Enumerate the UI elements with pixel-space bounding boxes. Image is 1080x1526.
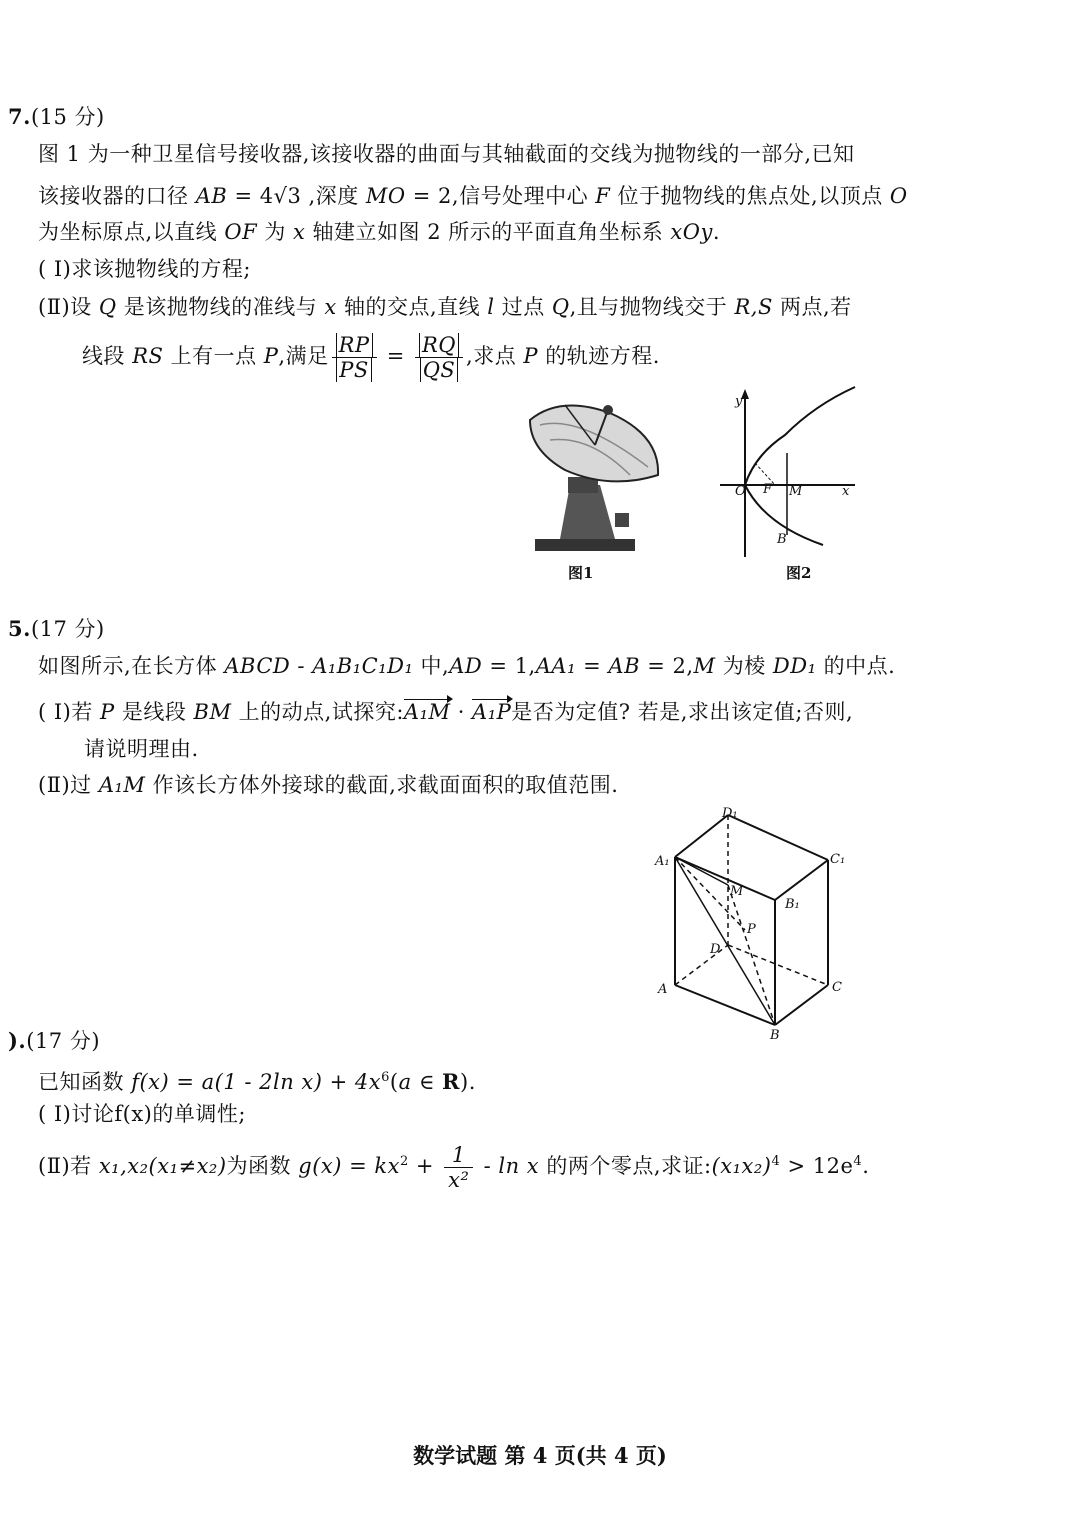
one-over-x-squared-fraction: $\frac{1}{\text{x²}}$ xyxy=(444,1143,473,1192)
figure1-satellite-dish-image xyxy=(520,395,670,555)
fig2-label-x: x xyxy=(842,484,850,499)
fig3-label-a: A xyxy=(658,982,668,997)
fig2-label-y: y xyxy=(735,394,743,409)
fig3-label-d1: D₁ xyxy=(722,806,738,821)
page-footer: 数学试题 第 4 页(共 4 页) xyxy=(413,1443,667,1468)
ratio-fraction-2: $\frac{RQ}{QS}$ xyxy=(415,333,463,382)
fig3-label-d: D xyxy=(710,942,721,957)
q18-score: (17 分) xyxy=(30,617,105,641)
figure3-cuboid-diagram xyxy=(650,805,850,1045)
fig3-label-b1: B₁ xyxy=(785,897,800,912)
fig2-label-b: B xyxy=(777,532,787,547)
q18-header xyxy=(8,614,105,644)
figure2-caption: 图2 xyxy=(786,564,812,582)
fig3-label-p: P xyxy=(747,922,756,937)
q18-part2: (Ⅱ)过 A₁M 作该长方体外接球的截面,求截面面积的取值范围. xyxy=(38,773,619,797)
q17-part1: ( Ⅰ)求该抛物线的方程; xyxy=(38,257,251,281)
q19-part2: (Ⅱ)若 x₁,x₂(x₁≠x₂)为函数 $g(x) = kx^2$ + $\frac{1}{\text{x²}}$ - ln x 的两个零点,求证$:(x_1x_2)^4 > 12e^4$. xyxy=(38,1143,870,1192)
fig2-label-f: F xyxy=(763,482,773,497)
vector-a1p: A₁P xyxy=(472,697,511,727)
fig2-label-o: O xyxy=(735,484,746,499)
q17-score: (15 分) xyxy=(30,105,105,129)
q17-part2-line2: 线段 RS 上有一点 P,满足 $\frac{RP}{PS}$ = $\frac{RQ}{QS}$ ,求点 P 的轨迹方程. xyxy=(82,333,660,382)
fig2-label-m: M xyxy=(789,484,803,499)
q19-header xyxy=(8,1026,100,1056)
fig3-label-a1: A₁ xyxy=(655,854,670,869)
q19-score: (17 分) xyxy=(26,1029,101,1053)
fig3-label-m: M xyxy=(730,884,744,899)
q18-number: 5. xyxy=(8,616,31,641)
q17-line1: 图 1 为一种卫星信号接收器,该接收器的曲面与其轴截面的交线为抛物线的一部分,已知 xyxy=(38,142,855,166)
fig3-label-c: C xyxy=(832,980,842,995)
q18-part1-line2: 请说明理由. xyxy=(84,737,199,761)
q17-part2-line1: (Ⅱ)设 Q 是该抛物线的准线与 x 轴的交点,直线 l 过点 Q,且与抛物线交于 R,S 两点,若 xyxy=(38,295,852,319)
q18-part1-line1: ( Ⅰ)若 P 是线段 BM 上的动点,试探究:A₁M · A₁P是否为定值? 若是,求出该定值;否则, xyxy=(38,697,853,727)
q17-line2: 该接收器的口径 AB = 4√3 ,深度 MO = 2,信号处理中心 F 位于抛物线的焦点处,以顶点 O xyxy=(38,184,908,208)
fig3-label-b: B xyxy=(770,1028,780,1043)
q17-line3: 为坐标原点,以直线 OF 为 x 轴建立如图 2 所示的平面直角坐标系 xOy. xyxy=(38,220,721,244)
q17-number: 7. xyxy=(8,104,31,129)
q19-line1: 已知函数 f(x) = a(1 - 2ln $x) + 4x^6(a$ ∈ R). xyxy=(38,1069,476,1094)
q17-header xyxy=(8,102,105,132)
figure2-parabola-diagram xyxy=(715,385,860,560)
figure1-caption: 图1 xyxy=(568,564,594,582)
vector-a1m: A₁M xyxy=(404,697,451,727)
ratio-fraction-1: $\frac{RP}{PS}$ xyxy=(332,333,377,382)
q18-line1: 如图所示,在长方体 ABCD - A₁B₁C₁D₁ 中,AD = 1,AA₁ = AB = 2,M 为棱 DD₁ 的中点. xyxy=(38,654,896,678)
q19-number: ). xyxy=(8,1028,27,1053)
fig3-label-c1: C₁ xyxy=(830,852,846,867)
q19-part1: ( Ⅰ)讨论f(x)的单调性; xyxy=(38,1102,246,1126)
